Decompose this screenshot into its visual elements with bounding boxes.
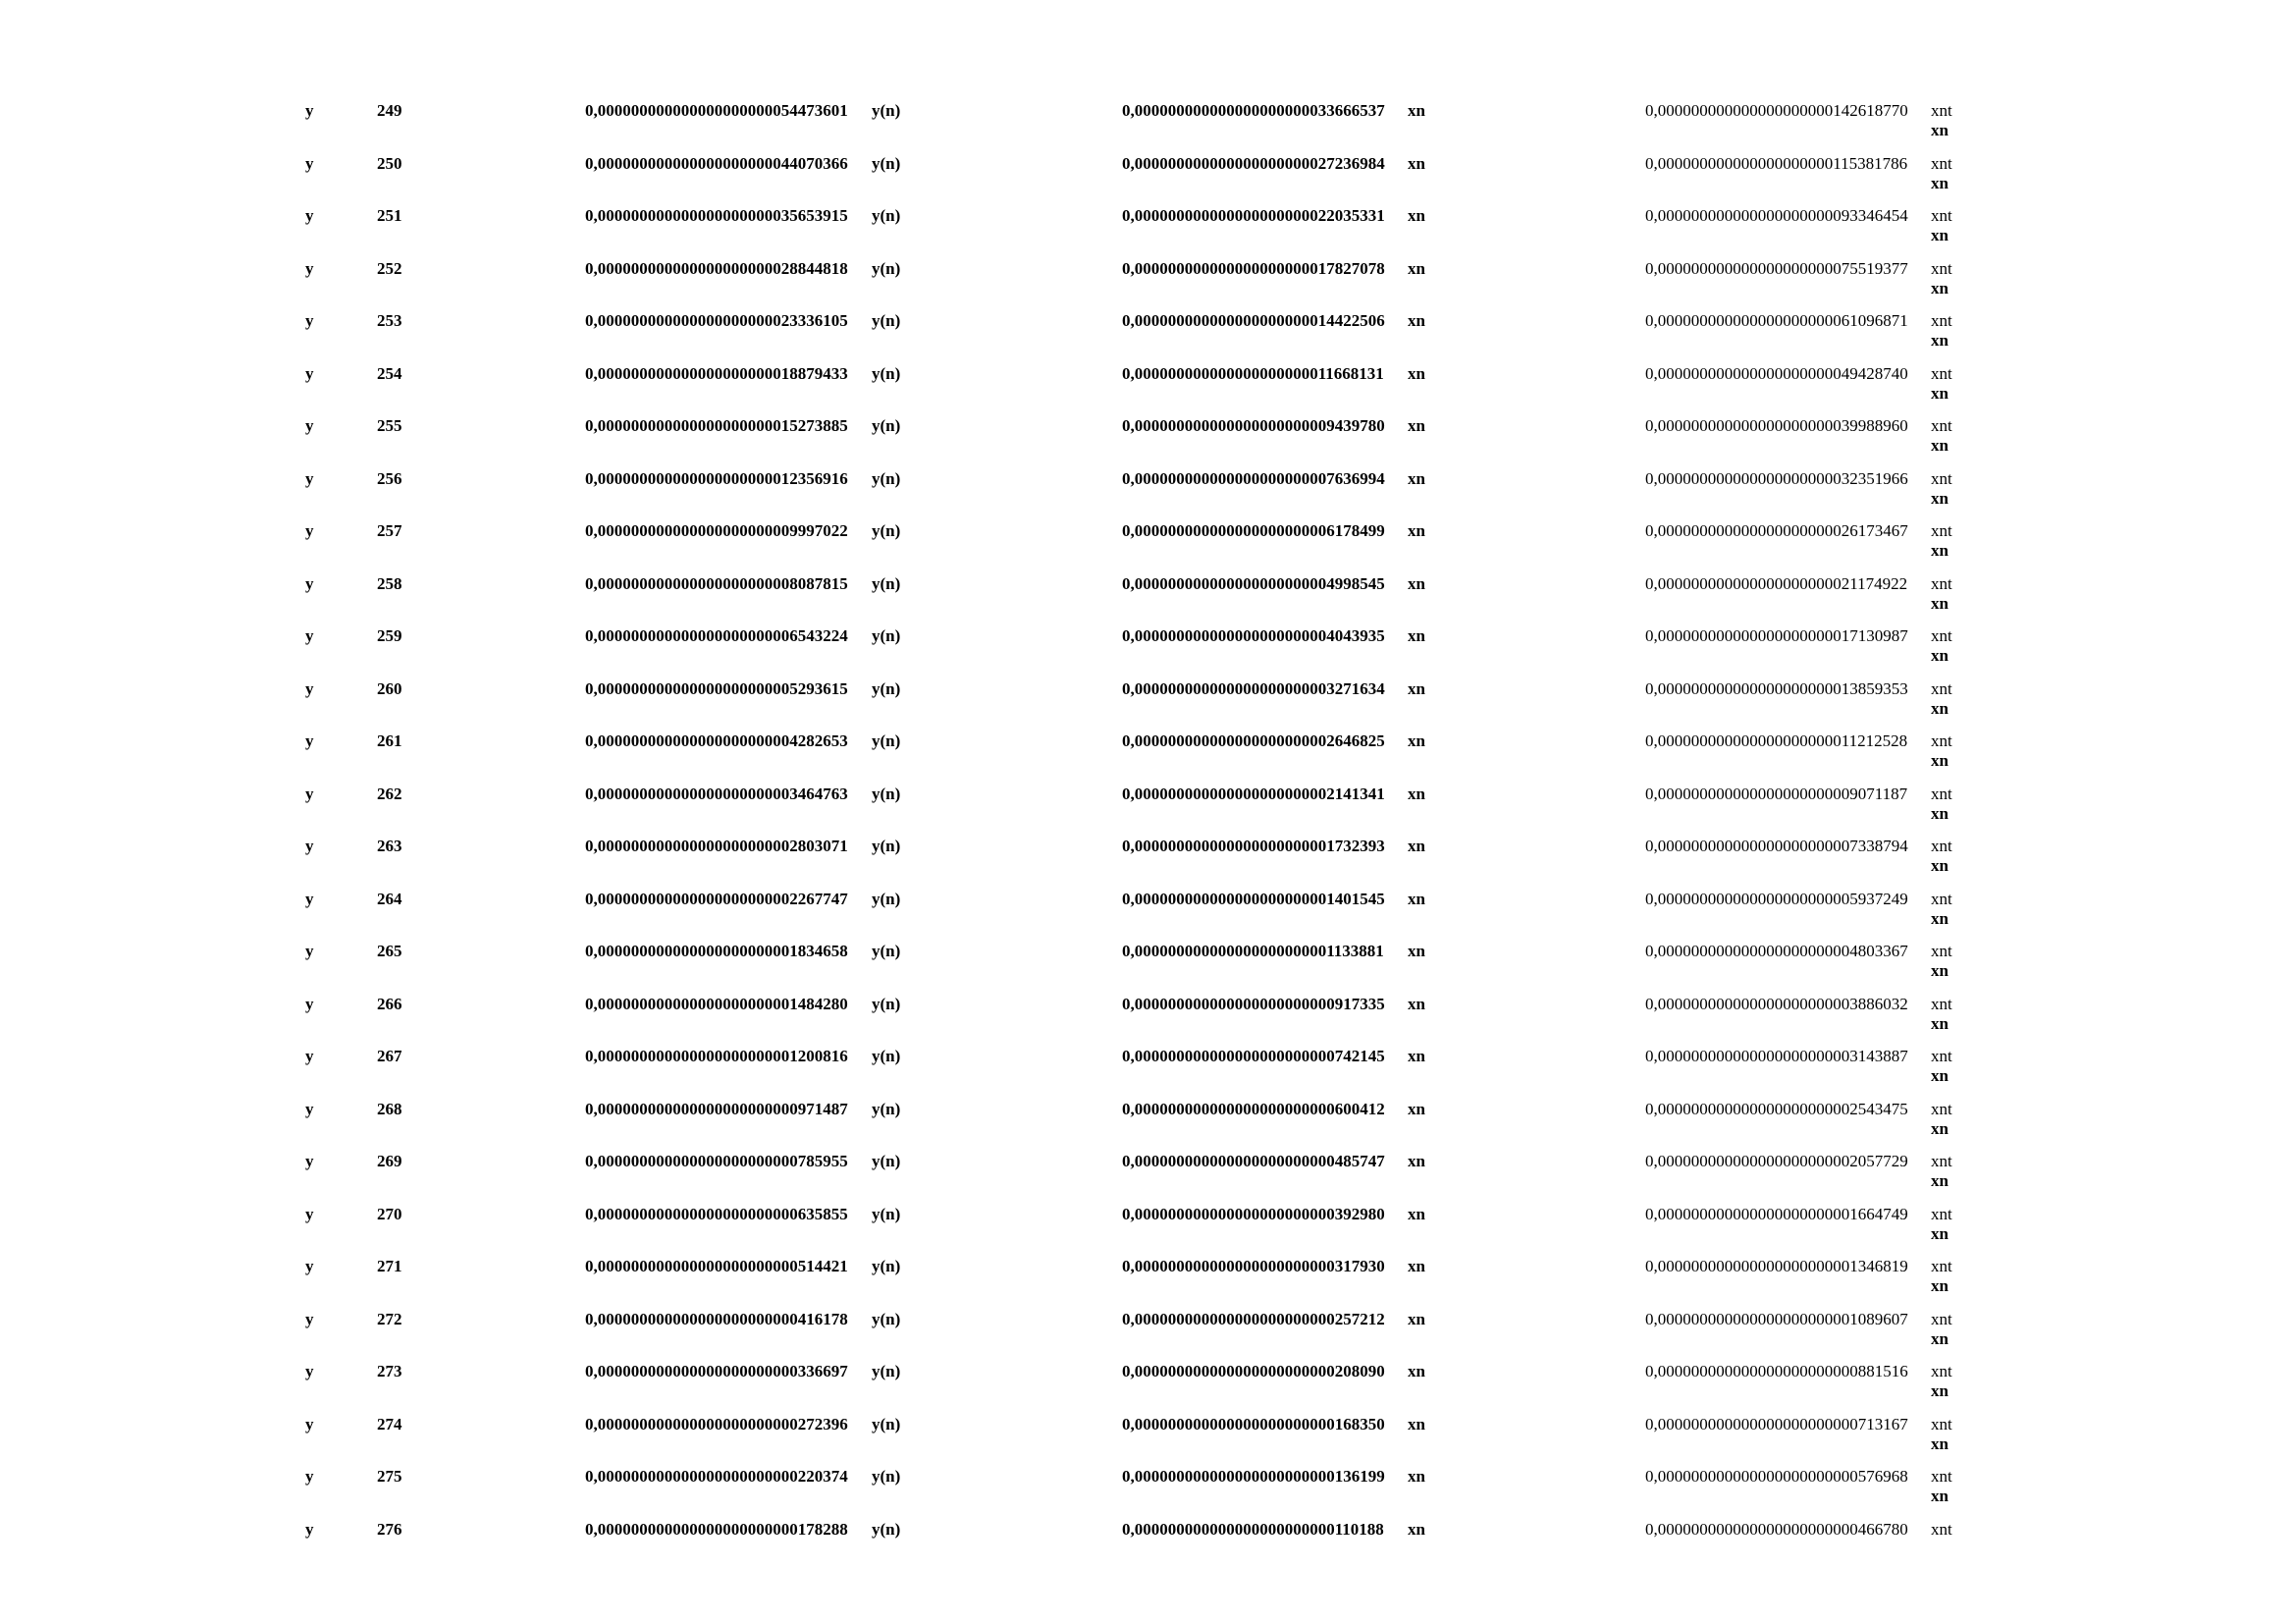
xnt-label: xnt [1931,1309,1952,1328]
table-row [0,1099,2296,1138]
y-label: y(n) [872,153,901,173]
table-row [0,521,2296,560]
xnt-label: xnt [1931,1099,1952,1118]
xn-wrap-label: xn [1931,1013,1949,1033]
row-index: 256 [377,468,402,488]
y-label: y(n) [872,784,901,803]
y-value: 0,000000000000000000000009997022 [585,521,848,540]
row-letter: y [305,1204,314,1223]
row-letter: y [305,416,314,435]
row-letter: y [305,258,314,278]
xn-wrap-label: xn [1931,961,1949,980]
y-value: 0,000000000000000000000015273885 [585,416,848,435]
xn-value: 0,000000000000000000000000110188 [1122,1519,1384,1539]
row-index: 255 [377,416,402,435]
xnt-label: xnt [1931,994,1952,1013]
y-label: y(n) [872,1047,901,1065]
row-letter: y [305,626,314,645]
row-letter: y [305,1519,314,1539]
y-value: 0,000000000000000000000054473601 [585,101,848,120]
table-row [0,837,2296,875]
row-index: 254 [377,363,402,383]
xn-wrap-label: xn [1931,1066,1949,1085]
xnt-value: 0,000000000000000000000093346454 [1645,206,1908,225]
xn-wrap-label: xn [1931,121,1949,139]
y-value: 0,000000000000000000000000416178 [585,1309,848,1328]
y-label: y(n) [872,363,901,383]
xn-value: 0,000000000000000000000033666537 [1122,101,1385,120]
table-row [0,573,2296,613]
table-row [0,1257,2296,1295]
row-letter: y [305,1467,314,1486]
table-row [0,1204,2296,1243]
row-index: 266 [377,994,402,1013]
y-label: y(n) [872,994,901,1013]
row-letter: y [305,678,314,698]
y-label: y(n) [872,1152,901,1170]
xn-label: xn [1408,837,1425,855]
y-value: 0,000000000000000000000018879433 [585,363,848,383]
xnt-value: 0,000000000000000000000004803367 [1645,942,1908,960]
row-letter: y [305,1414,314,1434]
table-row [0,258,2296,298]
xnt-label: xnt [1931,889,1952,908]
y-value: 0,000000000000000000000000178288 [585,1519,848,1539]
table-row [0,206,2296,244]
row-index: 268 [377,1099,402,1118]
row-letter: y [305,573,314,593]
y-value: 0,000000000000000000000002803071 [585,837,848,855]
xn-label: xn [1408,626,1425,645]
row-letter: y [305,1309,314,1328]
y-value: 0,000000000000000000000000336697 [585,1362,848,1380]
xn-wrap-label: xn [1931,1171,1949,1190]
row-letter: y [305,837,314,855]
row-letter: y [305,994,314,1013]
row-index: 262 [377,784,402,803]
row-letter: y [305,1152,314,1170]
xn-label: xn [1408,101,1425,120]
xn-value: 0,000000000000000000000006178499 [1122,521,1385,540]
xnt-label: xnt [1931,258,1952,278]
row-index: 271 [377,1257,402,1275]
row-index: 263 [377,837,402,855]
xnt-value: 0,000000000000000000000003886032 [1645,994,1908,1013]
row-index: 253 [377,311,402,330]
y-label: y(n) [872,416,901,435]
y-value: 0,000000000000000000000000220374 [585,1467,848,1486]
row-letter: y [305,1099,314,1118]
xn-wrap-label: xn [1931,1328,1949,1348]
row-letter: y [305,731,314,750]
row-letter: y [305,206,314,225]
xnt-label: xnt [1931,101,1952,120]
xnt-value: 0,000000000000000000000039988960 [1645,416,1908,435]
xn-wrap-label: xn [1931,541,1949,560]
y-label: y(n) [872,1204,901,1223]
y-label: y(n) [872,521,901,540]
table-row [0,1414,2296,1453]
xnt-value: 0,000000000000000000000000881516 [1645,1362,1908,1380]
xnt-value: 0,000000000000000000000032351966 [1645,468,1908,488]
table-row [0,731,2296,770]
y-label: y(n) [872,626,901,645]
xn-wrap-label: xn [1931,278,1949,298]
row-index: 249 [377,101,402,120]
table-row [0,1362,2296,1400]
table-row [0,101,2296,139]
xn-label: xn [1408,1152,1425,1170]
xn-value: 0,000000000000000000000001401545 [1122,889,1385,908]
xn-value: 0,000000000000000000000007636994 [1122,468,1385,488]
xnt-value: 0,000000000000000000000075519377 [1645,258,1908,278]
xnt-value: 0,000000000000000000000002543475 [1645,1099,1908,1118]
y-value: 0,000000000000000000000001834658 [585,942,848,960]
row-letter: y [305,521,314,540]
xn-value: 0,000000000000000000000000917335 [1122,994,1385,1013]
xn-wrap-label: xn [1931,226,1949,244]
xn-label: xn [1408,573,1425,593]
y-value: 0,000000000000000000000002267747 [585,889,848,908]
row-index: 261 [377,731,402,750]
y-value: 0,000000000000000000000003464763 [585,784,848,803]
xnt-label: xnt [1931,1204,1952,1223]
xnt-value: 0,000000000000000000000049428740 [1645,363,1908,383]
y-value: 0,000000000000000000000000971487 [585,1099,848,1118]
xnt-label: xnt [1931,1467,1952,1486]
xn-label: xn [1408,468,1425,488]
xn-label: xn [1408,1362,1425,1380]
table-row [0,1467,2296,1505]
xnt-label: xnt [1931,206,1952,225]
xnt-label: xnt [1931,1257,1952,1275]
y-label: y(n) [872,1519,901,1539]
row-index: 264 [377,889,402,908]
y-label: y(n) [872,837,901,855]
xnt-value: 0,000000000000000000000001346819 [1645,1257,1908,1275]
xnt-label: xnt [1931,731,1952,750]
xn-label: xn [1408,731,1425,750]
table-row [0,468,2296,508]
xnt-value: 0,000000000000000000000021174922 [1645,573,1908,593]
table-row [0,363,2296,403]
xnt-label: xnt [1931,1362,1952,1380]
row-index: 250 [377,153,402,173]
y-value: 0,000000000000000000000004282653 [585,731,848,750]
row-letter: y [305,1362,314,1380]
xnt-label: xnt [1931,363,1952,383]
xn-wrap-label: xn [1931,436,1949,455]
row-index: 260 [377,678,402,698]
row-letter: y [305,311,314,330]
row-index: 265 [377,942,402,960]
y-label: y(n) [872,1309,901,1328]
table-row [0,1520,2296,1549]
row-letter: y [305,942,314,960]
xn-value: 0,000000000000000000000027236984 [1122,153,1385,173]
xnt-label: xnt [1931,678,1952,698]
xnt-label: xnt [1931,311,1952,330]
row-letter: y [305,468,314,488]
y-label: y(n) [872,311,901,330]
xn-value: 0,000000000000000000000000168350 [1122,1414,1385,1434]
xn-wrap-label: xn [1931,803,1949,823]
xn-label: xn [1408,153,1425,173]
y-value: 0,000000000000000000000035653915 [585,206,848,225]
xnt-value: 0,000000000000000000000000576968 [1645,1467,1908,1486]
xn-wrap-label: xn [1931,1487,1949,1505]
xn-wrap-label: xn [1931,1118,1949,1138]
y-label: y(n) [872,1467,901,1486]
table-row [0,1152,2296,1190]
y-value: 0,000000000000000000000028844818 [585,258,848,278]
y-value: 0,000000000000000000000044070366 [585,153,848,173]
xnt-label: xnt [1931,784,1952,803]
y-label: y(n) [872,1099,901,1118]
xnt-label: xnt [1931,1519,1952,1539]
row-letter: y [305,1047,314,1065]
y-label: y(n) [872,258,901,278]
xn-label: xn [1408,1414,1425,1434]
xn-value: 0,000000000000000000000000208090 [1122,1362,1385,1380]
y-value: 0,000000000000000000000012356916 [585,468,848,488]
table-row [0,626,2296,665]
xn-value: 0,000000000000000000000022035331 [1122,206,1385,225]
xnt-value: 0,000000000000000000000000713167 [1645,1414,1908,1434]
row-index: 275 [377,1467,402,1486]
xn-value: 0,000000000000000000000000600412 [1122,1099,1385,1118]
table-row [0,311,2296,350]
y-value: 0,000000000000000000000023336105 [585,311,848,330]
row-index: 274 [377,1414,402,1434]
xn-label: xn [1408,416,1425,435]
xn-label: xn [1408,994,1425,1013]
xn-wrap-label: xn [1931,908,1949,928]
y-value: 0,000000000000000000000001484280 [585,994,848,1013]
y-label: y(n) [872,573,901,593]
xnt-label: xnt [1931,837,1952,855]
xn-value: 0,000000000000000000000002646825 [1122,731,1385,750]
table-row [0,889,2296,928]
table-row [0,784,2296,823]
xn-label: xn [1408,521,1425,540]
row-index: 259 [377,626,402,645]
xnt-value: 0,000000000000000000000013859353 [1645,678,1908,698]
xnt-value: 0,000000000000000000000005937249 [1645,889,1908,908]
y-label: y(n) [872,1257,901,1275]
xn-value: 0,000000000000000000000004998545 [1122,573,1385,593]
xn-label: xn [1408,311,1425,330]
y-value: 0,000000000000000000000000514421 [585,1257,848,1275]
xn-wrap-label: xn [1931,593,1949,613]
xnt-value: 0,000000000000000000000142618770 [1645,101,1908,120]
y-label: y(n) [872,731,901,750]
xn-label: xn [1408,784,1425,803]
xnt-label: xnt [1931,1047,1952,1065]
xnt-value: 0,000000000000000000000007338794 [1645,837,1908,855]
xn-wrap-label: xn [1931,698,1949,718]
xnt-value: 0,000000000000000000000001664749 [1645,1204,1908,1223]
table-row [0,1309,2296,1348]
xn-wrap-label: xn [1931,751,1949,770]
xn-wrap-label: xn [1931,1223,1949,1243]
xnt-value: 0,000000000000000000000017130987 [1645,626,1908,645]
xn-value: 0,000000000000000000000000136199 [1122,1467,1385,1486]
xnt-label: xnt [1931,416,1952,435]
xn-value: 0,000000000000000000000002141341 [1122,784,1385,803]
y-label: y(n) [872,889,901,908]
row-index: 273 [377,1362,402,1380]
xn-label: xn [1408,1309,1425,1328]
y-value: 0,000000000000000000000000272396 [585,1414,848,1434]
y-value: 0,000000000000000000000001200816 [585,1047,848,1065]
xn-label: xn [1408,1099,1425,1118]
xn-wrap-label: xn [1931,331,1949,350]
table-row [0,678,2296,718]
row-index: 270 [377,1204,402,1223]
xn-value: 0,000000000000000000000000257212 [1122,1309,1385,1328]
y-label: y(n) [872,678,901,698]
xn-wrap-label: xn [1931,383,1949,403]
row-index: 269 [377,1152,402,1170]
row-letter: y [305,889,314,908]
row-index: 252 [377,258,402,278]
row-index: 258 [377,573,402,593]
y-value: 0,000000000000000000000008087815 [585,573,848,593]
table-row [0,942,2296,980]
xnt-value: 0,000000000000000000000026173467 [1645,521,1908,540]
y-label: y(n) [872,101,901,120]
xn-label: xn [1408,942,1425,960]
xnt-value: 0,000000000000000000000061096871 [1645,311,1908,330]
y-value: 0,000000000000000000000005293615 [585,678,848,698]
xn-label: xn [1408,1047,1425,1065]
row-index: 272 [377,1309,402,1328]
y-label: y(n) [872,1414,901,1434]
row-index: 251 [377,206,402,225]
xnt-label: xnt [1931,1152,1952,1170]
xnt-label: xnt [1931,942,1952,960]
table-row [0,153,2296,192]
xnt-value: 0,000000000000000000000000466780 [1645,1519,1908,1539]
xn-wrap-label: xn [1931,646,1949,665]
xnt-value: 0,000000000000000000000115381786 [1645,153,1908,173]
row-index: 257 [377,521,402,540]
xnt-label: xnt [1931,468,1952,488]
xnt-label: xnt [1931,573,1952,593]
row-letter: y [305,101,314,120]
table-row [0,1047,2296,1085]
xnt-label: xnt [1931,153,1952,173]
xn-value: 0,000000000000000000000000742145 [1122,1047,1385,1065]
xn-wrap-label: xn [1931,1434,1949,1453]
xnt-value: 0,000000000000000000000003143887 [1645,1047,1908,1065]
row-index: 267 [377,1047,402,1065]
xn-value: 0,000000000000000000000011668131 [1122,363,1384,383]
xn-wrap-label: xn [1931,173,1949,192]
xn-wrap-label: xn [1931,1381,1949,1400]
xn-label: xn [1408,1467,1425,1486]
row-letter: y [305,784,314,803]
xnt-value: 0,000000000000000000000009071187 [1645,784,1908,803]
row-index: 276 [377,1519,402,1539]
xn-value: 0,000000000000000000000000392980 [1122,1204,1385,1223]
y-label: y(n) [872,206,901,225]
xnt-label: xnt [1931,521,1952,540]
xn-label: xn [1408,889,1425,908]
table-row [0,416,2296,455]
xnt-value: 0,000000000000000000000002057729 [1645,1152,1908,1170]
xn-value: 0,000000000000000000000000485747 [1122,1152,1385,1170]
xn-value: 0,000000000000000000000003271634 [1122,678,1385,698]
row-letter: y [305,1257,314,1275]
xn-value: 0,000000000000000000000001732393 [1122,837,1385,855]
table-row [0,994,2296,1033]
xn-wrap-label: xn [1931,488,1949,508]
xn-wrap-label: xn [1931,856,1949,875]
y-value: 0,000000000000000000000000635855 [585,1204,848,1223]
xnt-value: 0,000000000000000000000011212528 [1645,731,1908,750]
xn-value: 0,000000000000000000000009439780 [1122,416,1385,435]
xn-label: xn [1408,1204,1425,1223]
y-label: y(n) [872,468,901,488]
xn-value: 0,000000000000000000000014422506 [1122,311,1385,330]
xn-label: xn [1408,1519,1425,1539]
xn-label: xn [1408,678,1425,698]
xn-value: 0,000000000000000000000017827078 [1122,258,1385,278]
xn-label: xn [1408,258,1425,278]
xn-value: 0,000000000000000000000000317930 [1122,1257,1385,1275]
xn-label: xn [1408,206,1425,225]
xn-label: xn [1408,363,1425,383]
xnt-value: 0,000000000000000000000001089607 [1645,1309,1908,1328]
y-value: 0,000000000000000000000000785955 [585,1152,848,1170]
y-value: 0,000000000000000000000006543224 [585,626,848,645]
xnt-label: xnt [1931,626,1952,645]
y-label: y(n) [872,1362,901,1380]
row-letter: y [305,363,314,383]
row-letter: y [305,153,314,173]
xn-value: 0,000000000000000000000001133881 [1122,942,1384,960]
xn-label: xn [1408,1257,1425,1275]
xnt-label: xnt [1931,1414,1952,1434]
xn-wrap-label: xn [1931,1276,1949,1295]
y-label: y(n) [872,942,901,960]
xn-value: 0,000000000000000000000004043935 [1122,626,1385,645]
